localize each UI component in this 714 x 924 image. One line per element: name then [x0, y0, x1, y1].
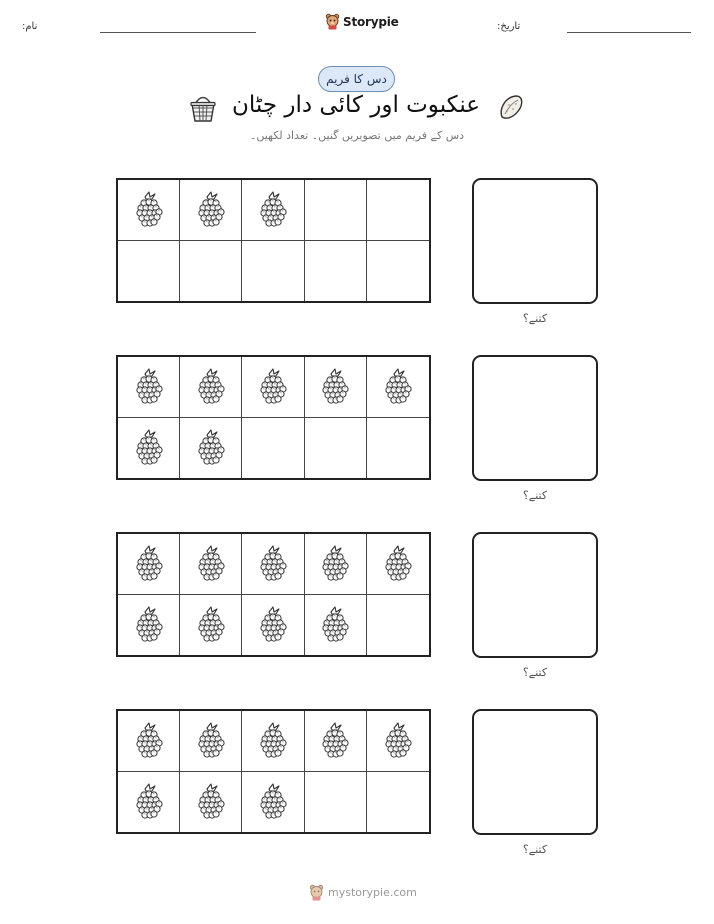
worksheet-type-badge: دس کا فریم: [318, 66, 395, 92]
ten-frame-cell: [180, 772, 242, 833]
ten-frame-cell: [367, 180, 429, 241]
raspberry-icon: [193, 367, 229, 407]
basket-icon: [188, 92, 218, 124]
ten-frame-cell: [305, 180, 367, 241]
brand-name: Storypie: [343, 14, 399, 29]
raspberry-icon: [131, 721, 167, 761]
raspberry-icon: [380, 544, 416, 584]
raspberry-icon: [317, 721, 353, 761]
ten-frame-cell: [180, 357, 242, 418]
ten-frame-cell: [180, 418, 242, 479]
raspberry-icon: [255, 367, 291, 407]
name-line: [100, 32, 256, 33]
raspberry-icon: [255, 605, 291, 645]
raspberry-icon: [131, 367, 167, 407]
raspberry-icon: [131, 605, 167, 645]
ten-frame-2: [116, 355, 431, 480]
ten-frame-cell: [118, 241, 180, 302]
ten-frame-cell: [118, 180, 180, 241]
date-line: [567, 32, 691, 33]
ten-frame-cell: [305, 357, 367, 418]
ten-frame-4: [116, 709, 431, 834]
raspberry-icon: [255, 544, 291, 584]
raspberry-icon: [193, 721, 229, 761]
raspberry-icon: [317, 367, 353, 407]
answer-box-1[interactable]: [472, 178, 598, 304]
ten-frame-cell: [118, 357, 180, 418]
storypie-mascot-icon: [325, 13, 340, 30]
raspberry-icon: [380, 367, 416, 407]
seed-icon: [496, 92, 526, 122]
raspberry-icon: [131, 190, 167, 230]
answer-box-3[interactable]: [472, 532, 598, 658]
ten-frame-cell: [367, 595, 429, 656]
ten-frame-cell: [180, 241, 242, 302]
raspberry-icon: [317, 605, 353, 645]
raspberry-icon: [380, 721, 416, 761]
answer-box-4[interactable]: [472, 709, 598, 835]
worksheet-title: عنکبوت اور کائی دار چٹان: [231, 92, 480, 118]
ten-frame-cell: [305, 534, 367, 595]
raspberry-icon: [193, 428, 229, 468]
how-many-label-1: کتنے؟: [522, 312, 548, 325]
ten-frame-cell: [367, 418, 429, 479]
ten-frame-cell: [242, 357, 304, 418]
how-many-label-4: کتنے؟: [522, 843, 548, 856]
ten-frame-cell: [242, 418, 304, 479]
ten-frame-cell: [180, 595, 242, 656]
ten-frame-cell: [242, 595, 304, 656]
how-many-label-3: کتنے؟: [522, 666, 548, 679]
ten-frame-cell: [118, 534, 180, 595]
ten-frame-cell: [242, 772, 304, 833]
raspberry-icon: [317, 544, 353, 584]
ten-frame-cell: [118, 595, 180, 656]
ten-frame-cell: [118, 418, 180, 479]
footer-url: mystorypie.com: [328, 886, 417, 899]
raspberry-icon: [193, 544, 229, 584]
ten-frame-cell: [242, 534, 304, 595]
ten-frame-cell: [305, 241, 367, 302]
ten-frame-cell: [180, 180, 242, 241]
raspberry-icon: [131, 782, 167, 822]
storypie-mascot-icon: [309, 884, 324, 901]
ten-frame-1: [116, 178, 431, 303]
date-label: تاریخ:: [497, 21, 521, 32]
instructions-text: دس کے فریم میں تصویریں گنیں۔ تعداد لکھیں۔: [249, 129, 465, 142]
ten-frame-cell: [180, 534, 242, 595]
raspberry-icon: [255, 721, 291, 761]
ten-frame-cell: [180, 711, 242, 772]
ten-frame-cell: [118, 772, 180, 833]
ten-frame-cell: [305, 595, 367, 656]
ten-frame-cell: [367, 357, 429, 418]
how-many-label-2: کتنے؟: [522, 489, 548, 502]
ten-frame-cell: [305, 418, 367, 479]
footer: [309, 884, 417, 901]
brand-logo: [325, 13, 399, 30]
answer-box-2[interactable]: [472, 355, 598, 481]
raspberry-icon: [193, 190, 229, 230]
raspberry-icon: [255, 782, 291, 822]
raspberry-icon: [131, 428, 167, 468]
ten-frame-cell: [367, 711, 429, 772]
ten-frame-cell: [242, 711, 304, 772]
ten-frame-cell: [118, 711, 180, 772]
ten-frame-3: [116, 532, 431, 657]
name-label: نام:: [22, 21, 38, 32]
ten-frame-cell: [242, 241, 304, 302]
ten-frame-cell: [242, 180, 304, 241]
ten-frame-cell: [367, 772, 429, 833]
raspberry-icon: [131, 544, 167, 584]
raspberry-icon: [255, 190, 291, 230]
ten-frame-cell: [305, 711, 367, 772]
ten-frame-cell: [305, 772, 367, 833]
ten-frame-cell: [367, 534, 429, 595]
raspberry-icon: [193, 782, 229, 822]
raspberry-icon: [193, 605, 229, 645]
ten-frame-cell: [367, 241, 429, 302]
